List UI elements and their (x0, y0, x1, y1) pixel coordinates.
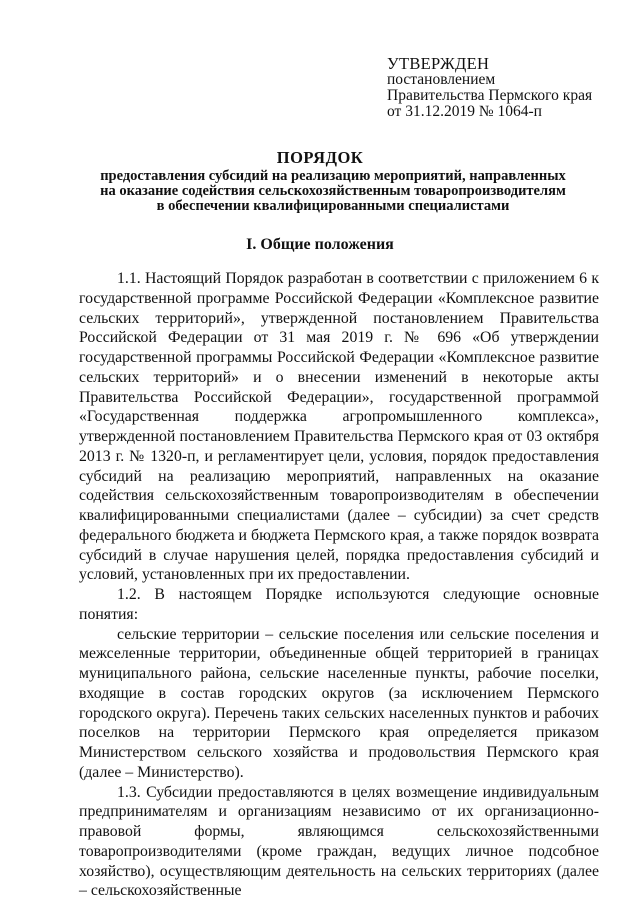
paragraph-1-1: 1.1. Настоящий Порядок разработан в соответствии с приложением 6 к государственной программе Российской Федерации «Комплексное развитие сельских территорий», утвержденной постановлением Правительства Российской Федерации от 31 мая 2019 г. № 696 «Об утверждении государственной программы Российской Федерации «Комплексное развитие сельских территорий» и о внесении изменений в некоторые акты Правительства Российской Федерации», государственной программой «Государственная поддержка агропромышленного комплекса», утвержденной постановлением Правительства Пермского края от 03 октября 2013 г. № 1320-п, и регламентирует цели, условия, порядок предоставления субсидий на реализацию мероприятий, направленных на оказание содействия сельскохозяйственным товаропроизводителям в обеспечении квалифицированными специалистами (далее – субсидии) за счет средств федерального бюджета и бюджета Пермского края, а также порядок возврата субсидий в случае нарушения целей, порядка предоставления субсидий и условий, установленных при их предоставлении. (79, 270, 599, 584)
paragraph-definition-rural-territories: сельские территории – сельские поселения или сельские поселения и межселенные территории, объединенные общей территорией в границах муниципального района, сельские населенные пункты, рабочие поселки, входящие в состав городских округов (за исключением Пермского городского округа). Перечень таких сельских населенных пунктов и рабочих поселков на территории Пермского края определяется приказом Министерством сельского хозяйства и продовольствия Пермского края (далее – Министерство). (79, 625, 599, 781)
document-subtitle (90, 169, 576, 214)
approval-line-3: от 31.12.2019 № 1064-п (387, 103, 542, 120)
paragraph-1-2: 1.2. В настоящем Порядке используются следующие основные понятия: (79, 586, 599, 623)
subtitle-line-1: предоставления субсидий на реализацию мероприятий, направленных (100, 168, 566, 184)
document-title: ПОРЯДОК (276, 148, 364, 167)
approval-line-2: Правительства Пермского края (387, 87, 593, 104)
approval-stamp-block (387, 56, 592, 120)
approval-line-1: постановлением (387, 71, 496, 88)
section-heading: I. Общие положения (246, 236, 394, 253)
subtitle-line-2: на оказание содействия сельскохозяйственным товаропроизводителям (100, 183, 566, 199)
document-body (79, 269, 599, 901)
subtitle-line-3: в обеспечении квалифицированными специалистами (156, 198, 510, 214)
approval-heading: УТВЕРЖДЕН (387, 54, 490, 73)
paragraph-1-3: 1.3. Субсидии предоставляются в целях возмещение индивидуальным предпринимателям и организациям независимо от их организационно-правовой формы, являющимся сельскохозяйственными товаропроизводителями (кроме граждан, ведущих личное подсобное хозяйство), осуществляющим деятельность на сельских территориях (далее – сельскохозяйственные (79, 783, 599, 900)
